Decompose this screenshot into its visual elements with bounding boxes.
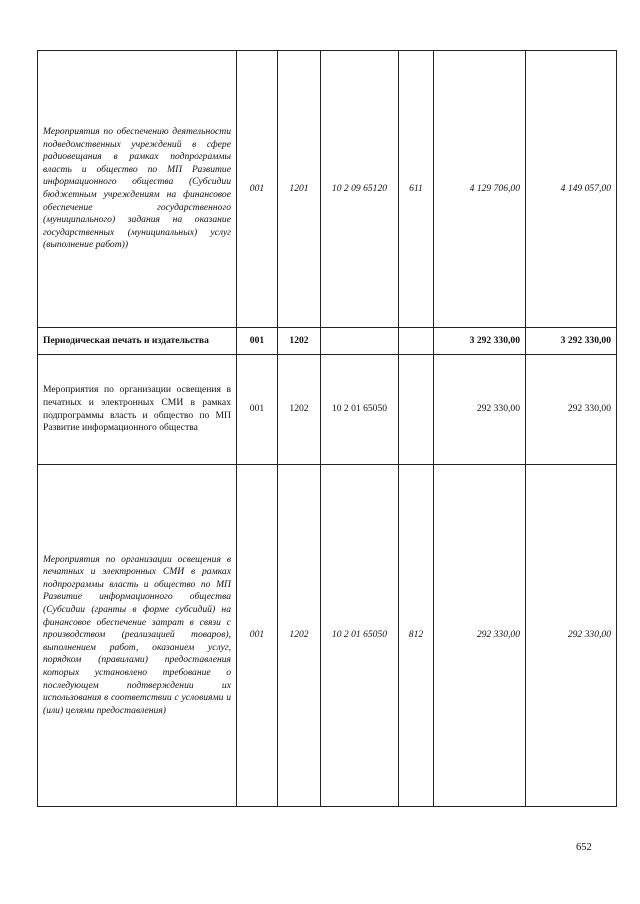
amount-year-2: 292 330,00 [526,465,617,807]
section-code: 1202 [278,355,321,465]
expense-type-code: 611 [399,51,434,328]
ministry-code: 001 [237,51,278,328]
table-row [38,51,617,328]
amount-year-1: 292 330,00 [434,355,526,465]
amount-year-2: 292 330,00 [526,355,617,465]
row-description: Мероприятия по организации освещения в печатных и электронных СМИ в рамках подпрограммы власть и общество по МП Развитие информационного общества (Субсидии (гранты в форме субсидий) на финансовое обеспечение затрат в связи с производством (реализацией товаров), выполнением работ, оказанием услуг, порядком (правилами) предоставления которых установлено требование о последующем подтверждении их использования в соответствии с условиями и (или) целями предоставления) [38,465,237,807]
ministry-code: 001 [237,465,278,807]
table-row [38,328,617,355]
ministry-code: 001 [237,328,278,355]
expense-type-code: 812 [399,465,434,807]
target-article-code: 10 2 01 65050 [321,355,399,465]
amount-year-2: 4 149 057,00 [526,51,617,328]
amount-year-1: 4 129 706,00 [434,51,526,328]
amount-year-1: 3 292 330,00 [434,328,526,355]
section-code: 1201 [278,51,321,328]
table-row [38,355,617,465]
row-description: Периодическая печать и издательства [38,328,237,355]
row-description: Мероприятия по организации освещения в печатных и электронных СМИ в рамках подпрограммы власть и общество по МП Развитие информационного общества [38,355,237,465]
expense-type-code [399,355,434,465]
amount-year-2: 3 292 330,00 [526,328,617,355]
row-description: Мероприятия по обеспечению деятельности подведомственных учреждений в сфере радиовещания в рамках подпрограммы власть и общество по МП Развитие информационного общества (Субсидии бюджетным учреждениям на финансовое обеспечение государственного (муниципального) задания на оказание государственных (муниципальных) услуг (выполнение работ)) [38,51,237,328]
budget-table [37,50,617,807]
section-code: 1202 [278,328,321,355]
expense-type-code [399,328,434,355]
page-number: 652 [576,842,592,853]
table-row [38,465,617,807]
target-article-code: 10 2 09 65120 [321,51,399,328]
ministry-code: 001 [237,355,278,465]
section-code: 1202 [278,465,321,807]
target-article-code: 10 2 01 65050 [321,465,399,807]
target-article-code [321,328,399,355]
amount-year-1: 292 330,00 [434,465,526,807]
